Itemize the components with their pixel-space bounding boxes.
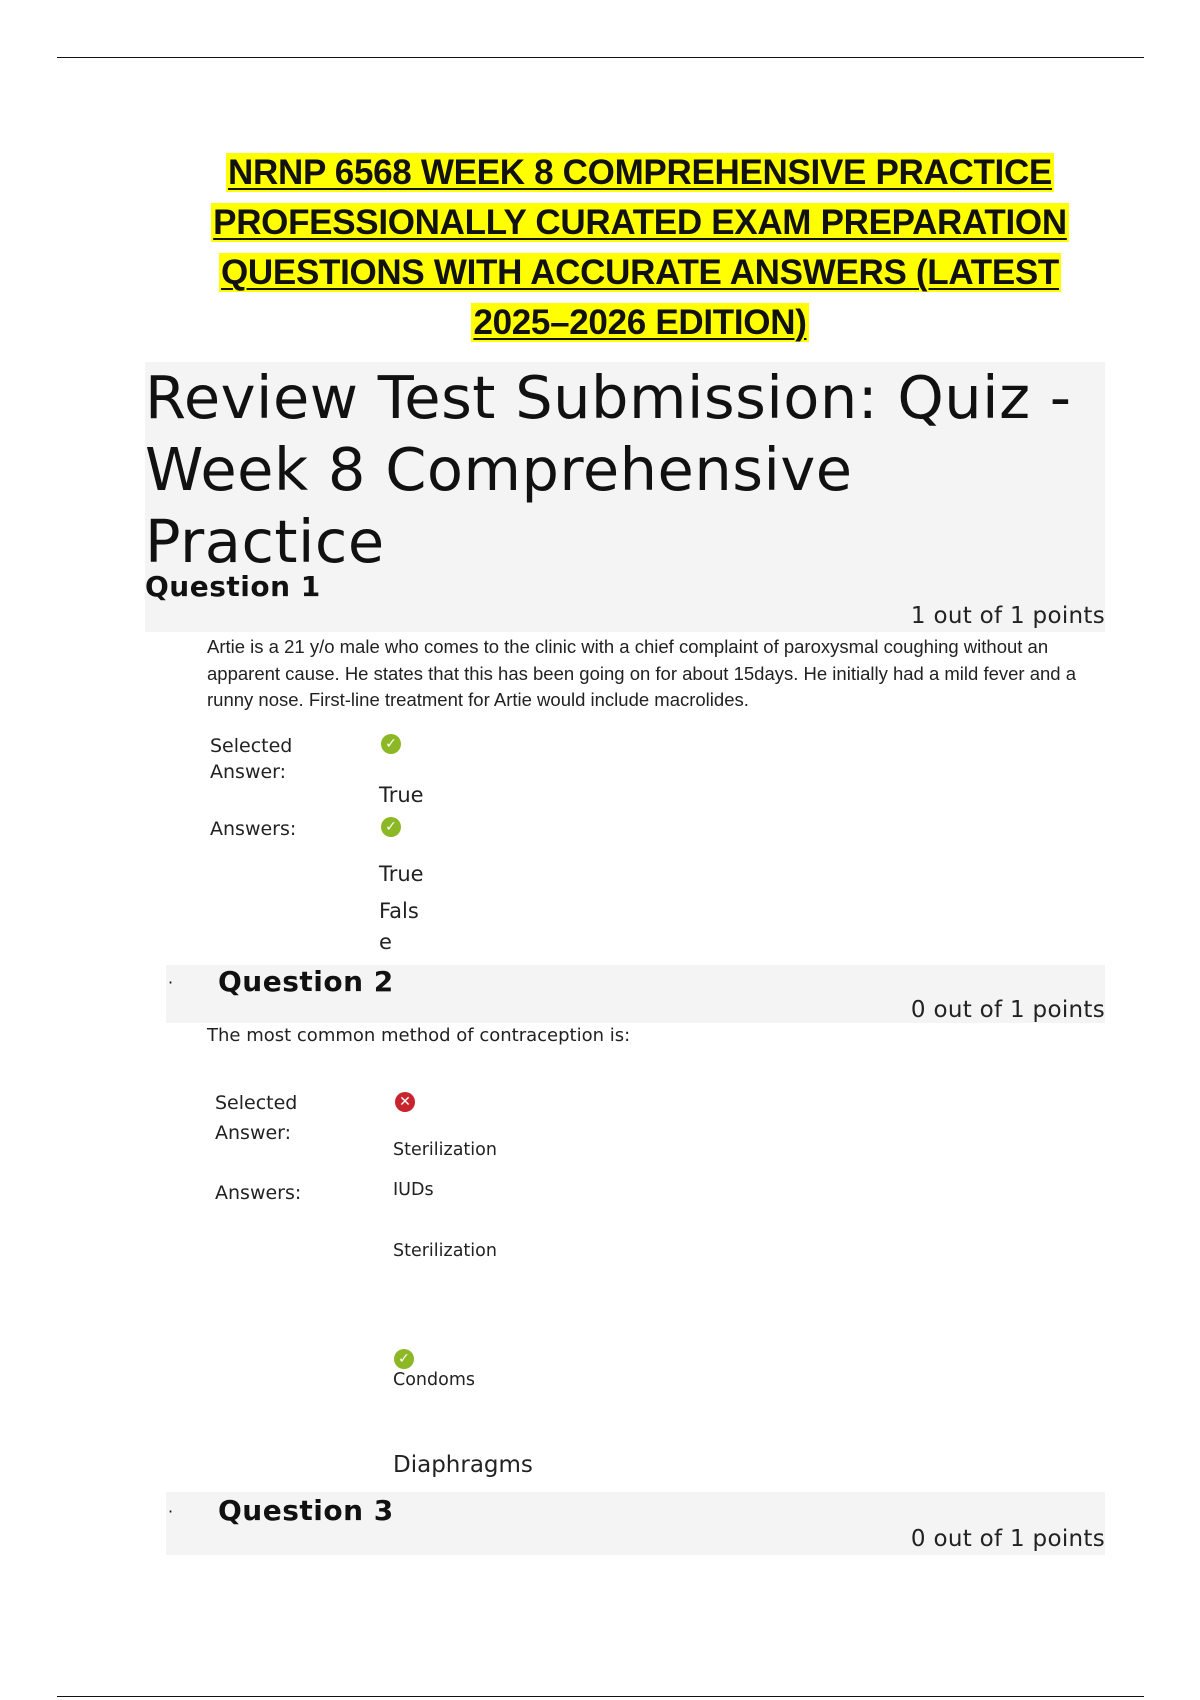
question-2-answer-3: Condoms xyxy=(393,1370,475,1390)
page-title xyxy=(145,362,1105,578)
question-1-selected-answer: True xyxy=(379,783,424,807)
question-1-text: Artie is a 21 y/o male who comes to the clinic with a chief complaint of paroxysmal coughing without an apparent cause. He states that this has been going on for about 15days. He initially had a mild fever and a runny nose. First-line treatment for Artie would include macrolides. xyxy=(207,636,1077,710)
selected-label-line-2: Answer: xyxy=(210,761,287,783)
bullet-marker: · xyxy=(168,1502,174,1521)
question-1-points: 1 out of 1 points xyxy=(910,603,1105,629)
headline-line-1: NRNP 6568 WEEK 8 COMPREHENSIVE PRACTICE xyxy=(228,153,1052,192)
selected-label-line-2: Answer: xyxy=(215,1122,292,1144)
top-rule xyxy=(57,57,1144,58)
x-circle-icon: ✕ xyxy=(395,1092,415,1112)
selected-answer-label xyxy=(210,733,292,785)
question-3-heading: Question 3 xyxy=(218,1494,394,1527)
question-2-answer-2: Sterilization xyxy=(393,1241,497,1261)
answers-label: Answers: xyxy=(210,818,297,840)
question-2-selected-answer: Sterilization xyxy=(393,1140,497,1160)
question-1-answer-1: True xyxy=(379,862,424,886)
selected-label-line-1: Selected xyxy=(215,1092,298,1114)
page-title-line-2: Week 8 Comprehensive Practice xyxy=(145,435,853,576)
check-circle-icon: ✓ xyxy=(381,817,401,837)
selected-answer-label xyxy=(215,1088,297,1148)
question-1-answer-3: e xyxy=(379,930,392,954)
question-2-heading: Question 2 xyxy=(218,965,394,998)
headline-line-3: QUESTIONS WITH ACCURATE ANSWERS (LATEST xyxy=(221,253,1059,292)
question-2-points: 0 out of 1 points xyxy=(910,997,1105,1023)
document-headline xyxy=(140,148,1140,348)
page-title-line-1: Review Test Submission: Quiz - xyxy=(145,363,1072,432)
question-2-answer-4: Diaphragms xyxy=(393,1452,533,1478)
question-2-text: The most common method of contraception is: xyxy=(207,1025,631,1046)
question-2-answer-1: IUDs xyxy=(393,1180,434,1200)
check-circle-icon: ✓ xyxy=(381,734,401,754)
question-1-answer-2: Fals xyxy=(379,899,419,923)
check-circle-icon: ✓ xyxy=(394,1349,414,1369)
bullet-marker: · xyxy=(168,973,174,992)
question-1-heading: Question 1 xyxy=(145,570,321,603)
answers-label: Answers: xyxy=(215,1182,302,1204)
headline-line-2: PROFESSIONALLY CURATED EXAM PREPARATION xyxy=(213,203,1067,242)
headline-line-4: 2025–2026 EDITION) xyxy=(473,303,807,342)
question-3-points: 0 out of 1 points xyxy=(910,1526,1105,1552)
selected-label-line-1: Selected xyxy=(210,735,293,757)
bottom-rule xyxy=(57,1696,1144,1697)
